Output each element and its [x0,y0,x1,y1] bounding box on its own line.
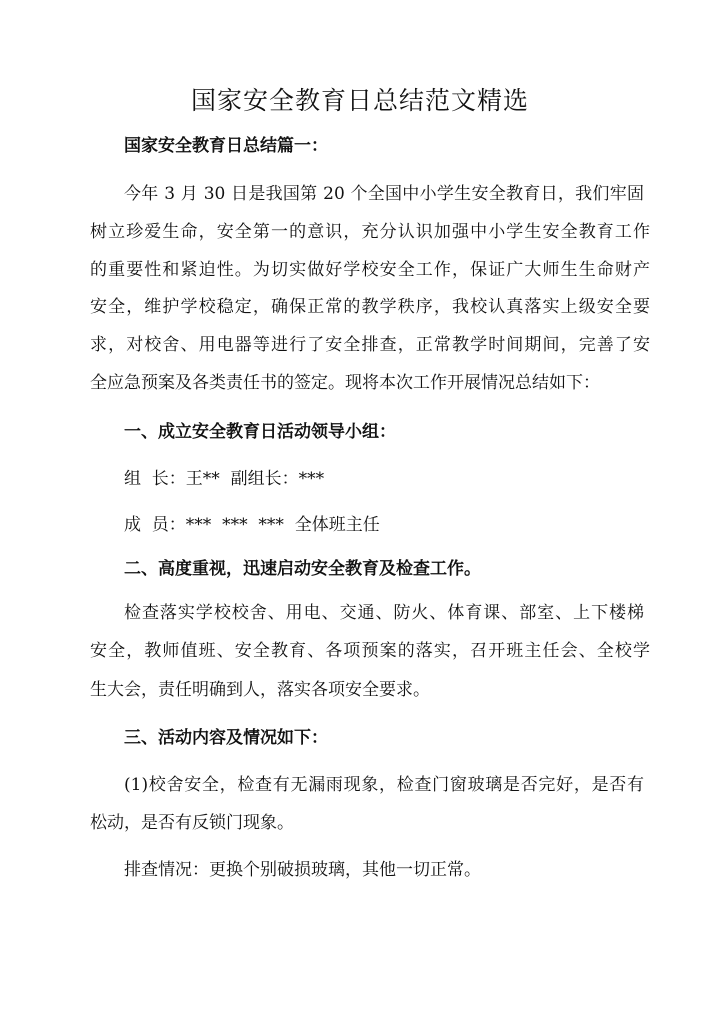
member-line: 成 员：*** *** *** 全体班主任 [124,515,380,535]
item1-line-1: (1)校舍安全，检查有无漏雨现象，检查门窗玻璃是否完好，是否有 [124,775,644,795]
intro-line-5: 求，对校舍、用电器等进行了安全排查，正常教学时间期间，完善了安 [90,335,650,355]
document-title: 国家安全教育日总结范文精选 [190,86,529,115]
leader-line: 组 长：王** 副组长：*** [124,469,325,489]
inspection-line-2: 安全，教师值班、安全教育、各项预案的落实，召开班主任会、全校学 [90,641,650,661]
section-title: 国家安全教育日总结篇一： [124,136,328,156]
heading-leadership-group: 一、成立安全教育日活动领导小组： [124,422,396,442]
item1-line-2: 松动，是否有反锁门现象。 [90,813,294,833]
heading-activities: 三、活动内容及情况如下： [124,728,328,748]
intro-line-2: 树立珍爱生命，安全第一的意识，充分认识加强中小学生安全教育工作 [90,222,650,242]
intro-line-3: 的重要性和紧迫性。为切实做好学校安全工作，保证广大师生生命财产 [90,260,650,280]
result-line: 排查情况：更换个别破损玻璃，其他一切正常。 [124,860,481,880]
heading-inspection: 二、高度重视，迅速启动安全教育及检查工作。 [124,559,481,579]
inspection-line-1: 检查落实学校校舍、用电、交通、防火、体育课、部室、上下楼梯 [124,603,644,623]
intro-line-6: 全应急预案及各类责任书的签定。现将本次工作开展情况总结如下： [90,373,600,393]
intro-line-1: 今年 3 月 30 日是我国第 20 个全国中小学生安全教育日，我们牢固 [124,184,644,204]
inspection-line-3: 生大会，责任明确到人，落实各项安全要求。 [90,680,430,700]
intro-line-4: 安全，维护学校稳定，确保正常的教学秩序，我校认真落实上级安全要 [90,297,650,317]
